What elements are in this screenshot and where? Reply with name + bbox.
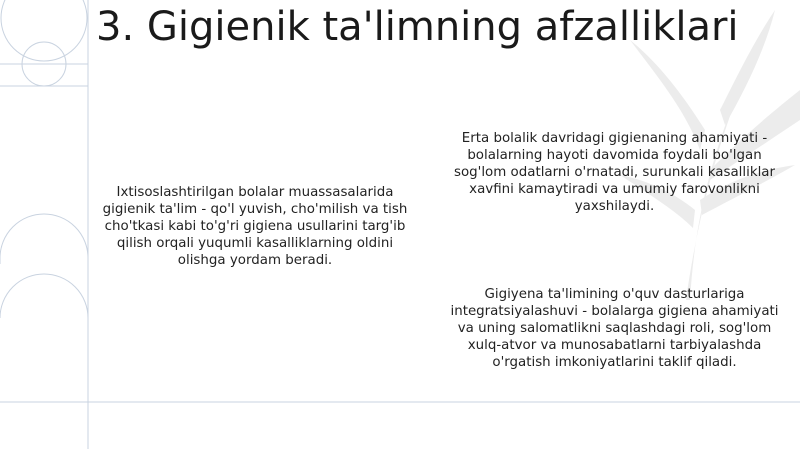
decor-arch-1 — [0, 214, 88, 264]
slide-title: 3. Gigienik ta'limning afzalliklari — [96, 4, 739, 50]
decor-arch-2 — [0, 274, 88, 449]
text-block-right-top: Erta bolalik davridagi gigienaning ahamiyati - bolalarning hayoti davomida foydali bo'lgan sog'lom odatlarni o'rnatadi, surunkali kasalliklar xavfini kamaytiradi va umumiy farovonlikni yaxshilaydi. — [453, 131, 775, 214]
decor-circle-top — [1, 0, 87, 61]
text-block-left: Ixtisoslashtirilgan bolalar muassasalarida gigienik ta'lim - qo'l yuvish, cho'milish va tish cho'tkasi kabi to'g'ri gigiena usullarini targ'ib qilish orqali yuqumli kasalliklarning oldini olishga yordam beradi. — [102, 185, 408, 268]
text-block-right-bottom: Gigiyena ta'limining o'quv dasturlariga integratsiyalashuvi - bolalarga gigiena ahamiyati va uning salomatlikni saqlashdagi roli, sog'lom xulq-atvor va munosabatlarni tarbiyalashda o'rgatish imkoniyatlarini taklif qiladi. — [450, 287, 779, 370]
